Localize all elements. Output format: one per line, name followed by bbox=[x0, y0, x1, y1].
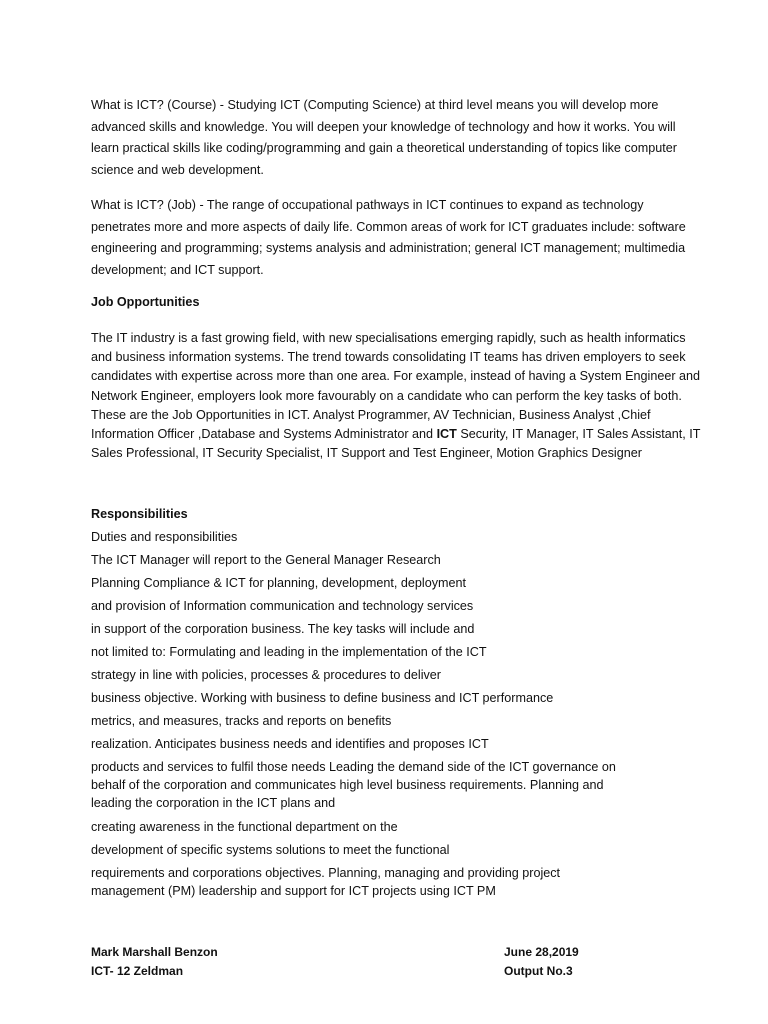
section-name: ICT- 12 Zeldman bbox=[91, 964, 184, 978]
responsibility-line: metrics, and measures, tracks and reports on benefits bbox=[91, 714, 392, 728]
responsibility-line: Planning Compliance & ICT for planning, development, deployment bbox=[91, 576, 467, 590]
job-opportunities-text-1: The IT industry is a fast growing field, with new specialisations emerging rapidly, such as health informatics and business information systems. The trend towards consolidating IT teams has driven employers to seek candidates with expertise across more than one area. For example, instead of having a System Engineer and Network Engineer, employers look more favourably on a candidate who can perform the key tasks of both. These are the Job Opportunities in ICT. Analyst Programmer, AV Technician, Business Analyst ,Chief Information Officer ,Database and Systems Administrator and bbox=[91, 331, 701, 442]
responsibility-line: and provision of Information communication and technology services bbox=[91, 599, 474, 613]
output-number: Output No.3 bbox=[504, 964, 573, 978]
footer-left bbox=[91, 943, 218, 981]
footer-right bbox=[504, 943, 579, 981]
submission-date: June 28,2019 bbox=[504, 945, 579, 959]
responsibility-line: not limited to: Formulating and leading in the implementation of the ICT bbox=[91, 645, 487, 659]
responsibility-line: strategy in line with policies, processes & procedures to deliver bbox=[91, 668, 441, 682]
responsibility-line: development of specific systems solutions to meet the functional bbox=[91, 843, 450, 857]
responsibility-line: requirements and corporations objectives. Planning, managing and providing project bbox=[91, 866, 561, 880]
job-opportunities-paragraph bbox=[91, 329, 701, 463]
responsibility-line: management (PM) leadership and support for ICT projects using ICT PM bbox=[91, 884, 496, 898]
responsibility-line: The ICT Manager will report to the General Manager Research bbox=[91, 553, 441, 567]
author-name: Mark Marshall Benzon bbox=[91, 945, 218, 959]
responsibilities-heading: Responsibilities bbox=[91, 507, 188, 521]
job-opportunities-text-2: Security, IT Manager, IT Sales Assistant, IT Sales Professional, IT Security Specialist, IT Support and Test Engineer, Motion Graphics Designer bbox=[91, 427, 701, 461]
responsibility-line: realization. Anticipates business needs and identifies and proposes ICT bbox=[91, 737, 489, 751]
responsibility-line: creating awareness in the functional department on the bbox=[91, 820, 398, 834]
responsibility-line: leading the corporation in the ICT plans and bbox=[91, 796, 336, 810]
responsibility-line: behalf of the corporation and communicates high level business requirements. Planning and bbox=[91, 778, 604, 792]
responsibility-line: products and services to fulfil those needs Leading the demand side of the ICT governance on bbox=[91, 760, 616, 774]
responsibility-line: Duties and responsibilities bbox=[91, 530, 238, 544]
job-opportunities-bold-ict: ICT bbox=[436, 427, 457, 442]
job-opportunities-heading: Job Opportunities bbox=[91, 295, 200, 309]
responsibility-line: business objective. Working with business to define business and ICT performance bbox=[91, 691, 554, 705]
intro-paragraph: What is ICT? (Course) - Studying ICT (Computing Science) at third level means you will develop more advanced skills and knowledge. You will deepen your knowledge of technology and how it works. You will learn practical skills like coding/programming and gain a theoretical understanding of topics like computer science and web development. bbox=[91, 98, 677, 177]
job-paragraph: What is ICT? (Job) - The range of occupational pathways in ICT continues to expand as technology penetrates more and more aspects of daily life. Common areas of work for ICT graduates include: software engineering and programming; systems analysis and administration; general ICT management; multimedia development; and ICT support. bbox=[91, 198, 686, 277]
responsibility-line: in support of the corporation business. The key tasks will include and bbox=[91, 622, 475, 636]
